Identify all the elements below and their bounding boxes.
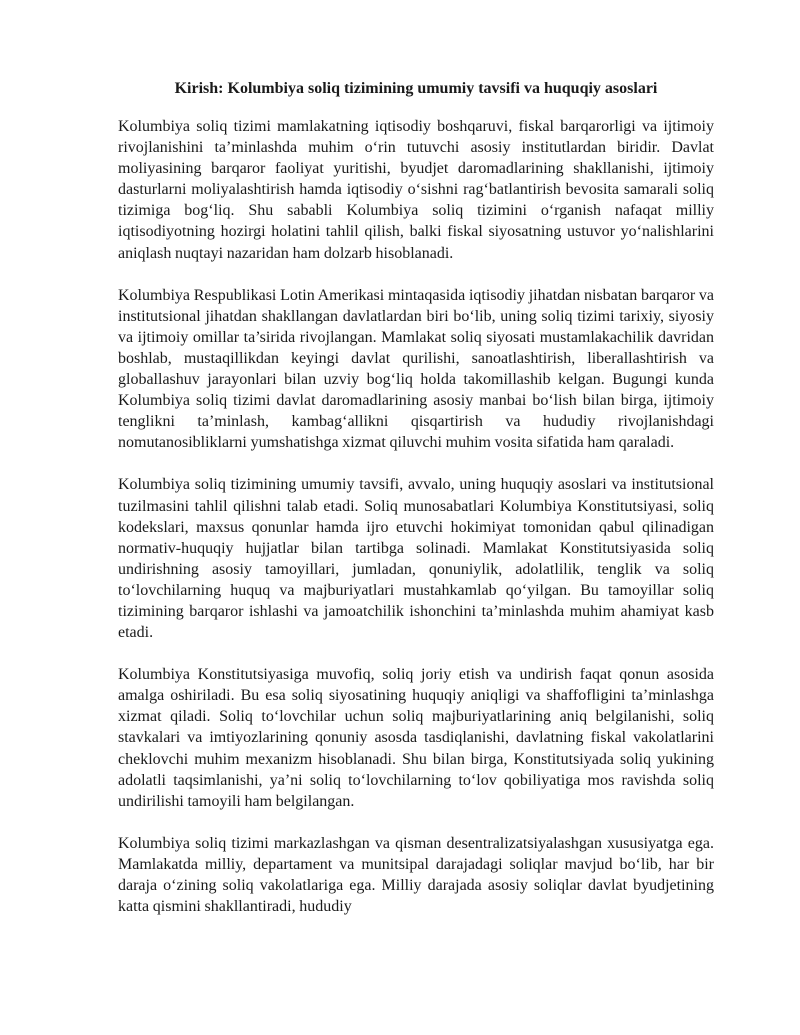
paragraph-2: Kolumbiya Respublikasi Lotin Amerikasi mintaqasida iqtisodiy jihatdan nisbatan barqaror va institutsional jihatdan shakllangan davlatlardan biri bo‘lib, uning soliq tizimi tarixiy, siyosiy va ijtimoiy omillar ta’sirida rivojlangan. Mamlakat soliq siyosati mustamlakachilik davridan boshlab, mustaqillikdan keyingi davlat qurilishi, sanoatlashtirish, liberallashtirish va globallashuv jarayonlari bilan uzviy bog‘liq holda takomillashib kelgan. Bugungi kunda Kolumbiya soliq tizimi davlat daromadlarining asosiy manbai bo‘lish bilan birga, ijtimoiy tenglikni ta’minlash, kambag‘allikni qisqartirish va hududiy rivojlanishdagi nomutanosibliklarni yumshatishga xizmat qiluvchi muhim vosita sifatida ham qaraladi. (118, 286, 714, 452)
document-page (118, 78, 714, 917)
paragraph-3: Kolumbiya soliq tizimining umumiy tavsifi, avvalo, uning huquqiy asoslari va institutsional tuzilmasini tahlil qilishni talab etadi. Soliq munosabatlari Kolumbiya Konstitutsiyasi, soliq kodekslari, maxsus qonunlar hamda ijro etuvchi hokimiyat tomonidan qabul qilinadigan normativ-huquqiy hujjatlar bilan tartibga solinadi. Mamlakat Konstitutsiyasida soliq undirishning asosiy tamoyillari, jumladan, qonuniylik, adolatlilik, tenglik va soliq to‘lovchilarning huquq va majburiyatlari mustahkamlab qo‘yilgan. Bu tamoyillar soliq tizimining barqaror ishlashi va jamoatchilik ishonchini ta’minlashda muhim ahamiyat kasb etadi. (118, 476, 714, 642)
paragraph-5: Kolumbiya soliq tizimi markazlashgan va qisman desentralizatsiyalashgan xususiyatga ega. Mamlakatda milliy, departament va munitsipal darajadagi soliqlar mavjud bo‘lib, har bir daraja o‘zining soliq vakolatlariga ega. Milliy darajada asosiy soliqlar davlat byudjetining katta qismini shakllantiradi, hududiy (118, 834, 714, 916)
paragraph-1: Kolumbiya soliq tizimi mamlakatning iqtisodiy boshqaruvi, fiskal barqarorligi va ijtimoiy rivojlanishini ta’minlashda muhim o‘rin tutuvchi asosiy institutlardan biridir. Davlat moliyasining barqaror faoliyat yuritishi, byudjet daromadlarining shakllanishi, ijtimoiy dasturlarni moliyalashtirish hamda iqtisodiy o‘sishni rag‘batlantirish bevosita samarali soliq tizimiga bog‘liq. Shu sababli Kolumbiya soliq tizimini o‘rganish nafaqat milliy iqtisodiyotning hozirgi holatini tahlil qilish, balki fiskal siyosatning ustuvor yo‘nalishlarini aniqlash nuqtayi nazaridan ham dolzarb hisoblanadi. (118, 118, 714, 262)
paragraph-4: Kolumbiya Konstitutsiyasiga muvofiq, soliq joriy etish va undirish faqat qonun asosida amalga oshiriladi. Bu esa soliq siyosatining huquqiy aniqligi va shaffofligini ta’minlashga xizmat qiladi. Soliq to‘lovchilar uchun soliq majburiyatlarining aniq belgilanishi, soliq stavkalari va imtiyozlarining qonuniy asosda tasdiqlanishi, davlatning fiskal vakolatlarini cheklovchi muhim mexanizm hisoblanadi. Shu bilan birga, Konstitutsiyada soliq yukining adolatli taqsimlanishi, ya’ni soliq to‘lovchilarning to‘lov qobiliyatiga mos ravishda soliq undirilishi tamoyili ham belgilangan. (118, 666, 714, 810)
document-title: Kirish: Kolumbiya soliq tizimining umumiy tavsifi va huquqiy asoslari (174, 80, 658, 97)
